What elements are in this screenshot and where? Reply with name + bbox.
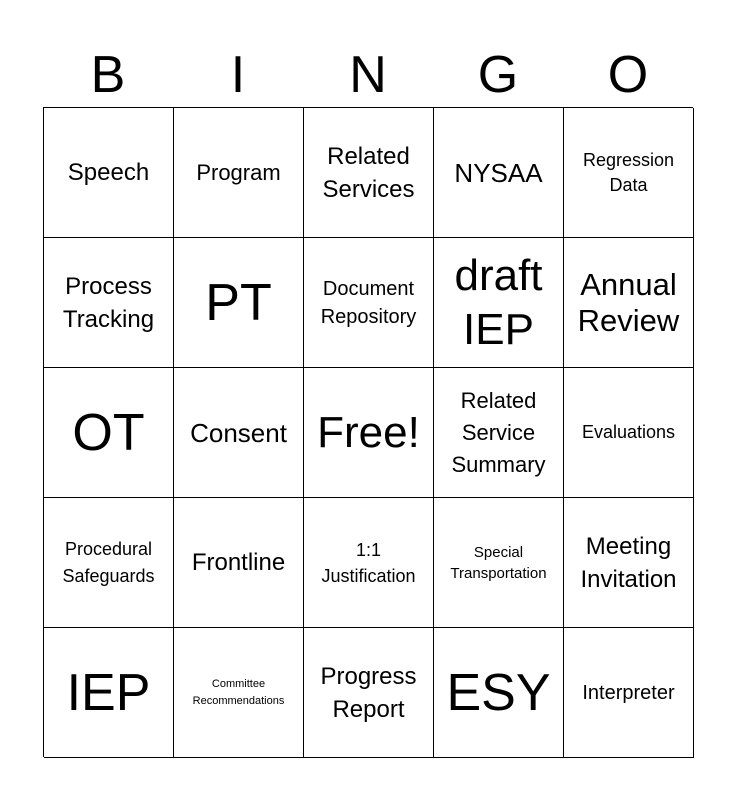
cell-text: 1:1 Justification [321,539,416,586]
cell-text: NYSAA [454,157,543,188]
bingo-cell[interactable] [44,628,174,758]
cell-text: Procedural Safeguards [62,538,155,586]
bingo-cell[interactable] [44,238,174,368]
bingo-cell[interactable] [434,498,564,628]
cell-text: Regression Data [582,149,675,195]
bingo-cell[interactable] [564,368,694,498]
bingo-cell[interactable] [564,498,694,628]
cell-text: Special Transportation [450,543,547,582]
bingo-cell[interactable] [564,628,694,758]
cell-text: Related Services [322,142,415,203]
bingo-cell[interactable] [44,368,174,498]
bingo-cell[interactable] [174,628,304,758]
cell-text: IEP [66,663,151,722]
cell-text: PT [205,273,272,332]
cell-text: Annual Review [577,266,680,338]
cell-text: Speech [67,159,150,186]
header-letter-o: O [607,46,649,104]
cell-text: Frontline [191,549,286,576]
bingo-header [43,44,693,106]
cell-text: Consent [190,417,287,448]
cell-text: Evaluations [581,422,676,442]
bingo-cell[interactable] [304,628,434,758]
header-letter-n: N [349,46,387,104]
cell-text: draft IEP [454,250,543,354]
bingo-cell[interactable] [174,498,304,628]
bingo-cell[interactable] [174,108,304,238]
cell-text: Related Service Summary [451,387,546,477]
bingo-cell[interactable] [174,368,304,498]
bingo-cell[interactable] [564,238,694,368]
bingo-cell[interactable] [44,108,174,238]
cell-text: ESY [446,663,551,722]
bingo-cell[interactable] [304,238,434,368]
bingo-grid [43,107,693,757]
cell-text: Progress Report [320,662,417,723]
cell-text: OT [72,403,145,462]
bingo-cell[interactable] [304,498,434,628]
cell-text: Process Tracking [62,272,155,333]
bingo-cell[interactable] [434,628,564,758]
header-letter-g: G [477,46,519,104]
bingo-cell[interactable] [44,498,174,628]
bingo-cell[interactable] [434,368,564,498]
bingo-cell[interactable] [434,238,564,368]
cell-text: Committee Recommendations [192,677,285,707]
bingo-cell[interactable] [434,108,564,238]
header-letter-b: B [90,46,126,104]
bingo-cell[interactable] [564,108,694,238]
cell-text: Document Repository [320,277,417,328]
bingo-cell[interactable] [174,238,304,368]
cell-text: Meeting Invitation [580,532,677,593]
bingo-cell[interactable] [304,108,434,238]
cell-text: Program [196,160,281,185]
cell-text: Free! [317,407,420,457]
cell-text: Interpreter [582,681,675,704]
bingo-cell[interactable] [304,368,434,498]
header-letter-i: I [230,46,246,104]
